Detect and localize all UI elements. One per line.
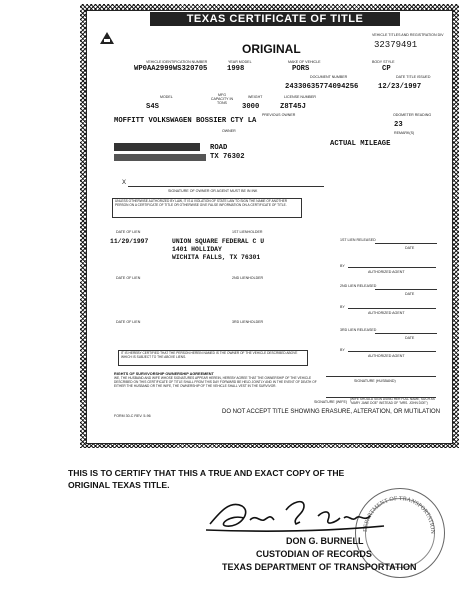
survivorship-text: WE, THE HUSBAND AND WIFE WHOSE SIGNATURES APPEAR HEREIN, HEREBY AGREE THAT THE OWNERSHIP OF THE VEHICLE DESCRIBED ON THIS CERTIFICATE OF TITLE SHALL FROM THIS DAY FORWARD BE HELD JOINTLY AND IN THE EVENT OF DEATH OF EITHER THE HUSBAND OR THE WIFE, THE OWNERSHIP OF THE VEHICLE SHALL VEST IN THE SURVIVOR. bbox=[114, 376, 317, 388]
date-label-3: DATE bbox=[405, 336, 415, 340]
model-value: S4S bbox=[146, 103, 159, 111]
by-label-1: BY bbox=[340, 264, 345, 268]
signer-department: TEXAS DEPARTMENT OF TRANSPORTATION bbox=[222, 562, 417, 572]
owner-signature-line bbox=[128, 186, 324, 187]
second-lien-released-label: 2ND LIEN RELEASED bbox=[340, 284, 377, 288]
date-label-2: DATE bbox=[405, 292, 415, 296]
document-serial: 32379491 bbox=[374, 40, 418, 50]
lienholder-line1: UNION SQUARE FEDERAL C U bbox=[172, 238, 265, 245]
sig-wife-label: SIGNATURE (WIFE) bbox=[314, 400, 348, 404]
agent-line-1 bbox=[348, 267, 436, 268]
vin-value: WP0AA2999WS320705 bbox=[134, 65, 208, 73]
document-number-value: 24330635774094256 bbox=[285, 83, 359, 91]
make-value: PORS bbox=[292, 65, 310, 73]
date-of-lien-label-1: DATE OF LIEN bbox=[116, 230, 141, 234]
signer-title: CUSTODIAN OF RECORDS bbox=[256, 549, 372, 559]
authorized-agent-label-2: AUTHORIZED AGENT bbox=[368, 311, 405, 315]
date-of-lien-label-3: DATE OF LIEN bbox=[116, 320, 141, 324]
vehicle-files-label: VEHICLE TITLES AND REGISTRATION DIV bbox=[372, 33, 444, 37]
warning-text: DO NOT ACCEPT TITLE SHOWING ERASURE, ALTERATION, OR MUTILATION bbox=[222, 409, 441, 415]
husband-signature-line bbox=[326, 376, 436, 377]
remarks-value: ACTUAL MILEAGE bbox=[330, 140, 391, 148]
authorized-agent-label-3: AUTHORIZED AGENT bbox=[368, 354, 405, 358]
certify-line-2: ORIGINAL TEXAS TITLE. bbox=[68, 480, 170, 490]
owner-address-redacted bbox=[114, 154, 206, 161]
agent-line-2 bbox=[348, 308, 436, 309]
lienholder-line3: WICHITA FALLS, TX 76301 bbox=[172, 254, 261, 261]
year-label: YEAR MODEL bbox=[228, 60, 252, 64]
seal-text: DEPARTMENT OF TRANSPORTATION bbox=[362, 495, 436, 534]
body-label: BODY STYLE bbox=[372, 60, 395, 64]
signer-name: DON G. BURNELL bbox=[286, 536, 364, 546]
date-label-1: DATE bbox=[405, 246, 415, 250]
signature-x: X bbox=[122, 180, 127, 186]
weight-value: 3000 bbox=[242, 103, 260, 111]
third-lien-released-line bbox=[375, 333, 437, 334]
document-number-label: DOCUMENT NUMBER bbox=[310, 75, 348, 79]
body-value: CP bbox=[382, 65, 391, 73]
certificate-title: TEXAS CERTIFICATE OF TITLE bbox=[150, 12, 400, 26]
make-label: MAKE OF VEHICLE bbox=[288, 60, 321, 64]
survivorship-title: RIGHTS OF SURVIVORSHIP OWNERSHIP AGREEMENT bbox=[114, 372, 214, 376]
second-lien-released-line bbox=[375, 289, 437, 290]
owner-name-redacted bbox=[114, 143, 200, 151]
sig-husband-label: SIGNATURE (HUSBAND) bbox=[354, 379, 396, 383]
date-of-lien-label-2: DATE OF LIEN bbox=[116, 276, 141, 280]
certify-line-1: THIS IS TO CERTIFY THAT THIS A TRUE AND EXACT COPY OF THE bbox=[68, 468, 345, 478]
by-label-2: BY bbox=[340, 305, 345, 309]
sig-note: (WIFE SHOULD SIGN USING HER FULL NAME, SUCH AS "MARY JANE DOE" INSTEAD OF "MRS. JOHN DOE") bbox=[350, 397, 435, 405]
owner-city-value: TX 76302 bbox=[210, 153, 245, 161]
third-lien-released-label: 3RD LIEN RELEASED bbox=[340, 328, 377, 332]
license-label: LICENSE NUMBER bbox=[284, 95, 316, 99]
remarks-label: REMARK(S) bbox=[394, 131, 415, 135]
form-number: FORM 30-C REV. 5-96 bbox=[114, 414, 151, 418]
date-issued-value: 12/23/1997 bbox=[378, 83, 422, 91]
notice-text: UNLESS OTHERWISE AUTHORIZED BY LAW, IT IS A VIOLATION OF STATE LAW TO SIGN THE NAME OF ANOTHER PERSON ON A CERTIFICATE OF TITLE OR OTHERWISE GIVE FALSE INFORMATION ON A CERTIFICATE OF TITLE. bbox=[115, 199, 288, 207]
previous-owner-value: MOFFITT VOLKSWAGEN BOSSIER CTY LA bbox=[114, 117, 257, 125]
year-value: 1998 bbox=[227, 65, 245, 73]
first-lienholder-label: 1ST LIENHOLDER bbox=[232, 230, 263, 234]
first-lien-released-line bbox=[375, 243, 437, 244]
owner-street-value: ROAD bbox=[210, 144, 228, 152]
handwritten-signature bbox=[200, 492, 390, 538]
authorized-agent-label-1: AUTHORIZED AGENT bbox=[368, 270, 405, 274]
first-lien-released-label: 1ST LIEN RELEASED bbox=[340, 238, 376, 242]
signature-owner-label: SIGNATURE OF OWNER OR AGENT MUST BE IN INK bbox=[168, 189, 258, 193]
txdot-logo-icon bbox=[99, 30, 115, 46]
weight-label: WEIGHT bbox=[248, 95, 263, 99]
vin-label: VEHICLE IDENTIFICATION NUMBER bbox=[146, 60, 208, 64]
second-lienholder-label: 2ND LIENHOLDER bbox=[232, 276, 264, 280]
lienholder-line2: 1401 HOLLIDAY bbox=[172, 246, 222, 253]
date-issued-label: DATE TITLE ISSUED bbox=[396, 75, 431, 79]
license-value: Z8T45J bbox=[280, 103, 306, 111]
owner-label: OWNER bbox=[222, 129, 236, 133]
model-label: MODEL bbox=[160, 95, 173, 99]
original-label: ORIGINAL bbox=[242, 42, 301, 56]
odometer-label: ODOMETER READING bbox=[393, 113, 432, 117]
previous-owner-label: PREVIOUS OWNER bbox=[262, 113, 296, 117]
lien-date-value: 11/29/1997 bbox=[110, 238, 149, 245]
by-label-3: BY bbox=[340, 348, 345, 352]
certify-text: IT IS HEREBY CERTIFIED THAT THE PERSON HEREIN NAMED IS THE OWNER OF THE VEHICLE DESCRIBED ABOVE WHICH IS SUBJECT TO THE ABOVE LIENS. bbox=[121, 351, 298, 359]
odometer-value: 23 bbox=[394, 121, 403, 129]
agent-line-3 bbox=[348, 351, 436, 352]
third-lienholder-label: 3RD LIENHOLDER bbox=[232, 320, 264, 324]
capacity-label: MFG CAPACITY IN TONS bbox=[210, 93, 234, 105]
